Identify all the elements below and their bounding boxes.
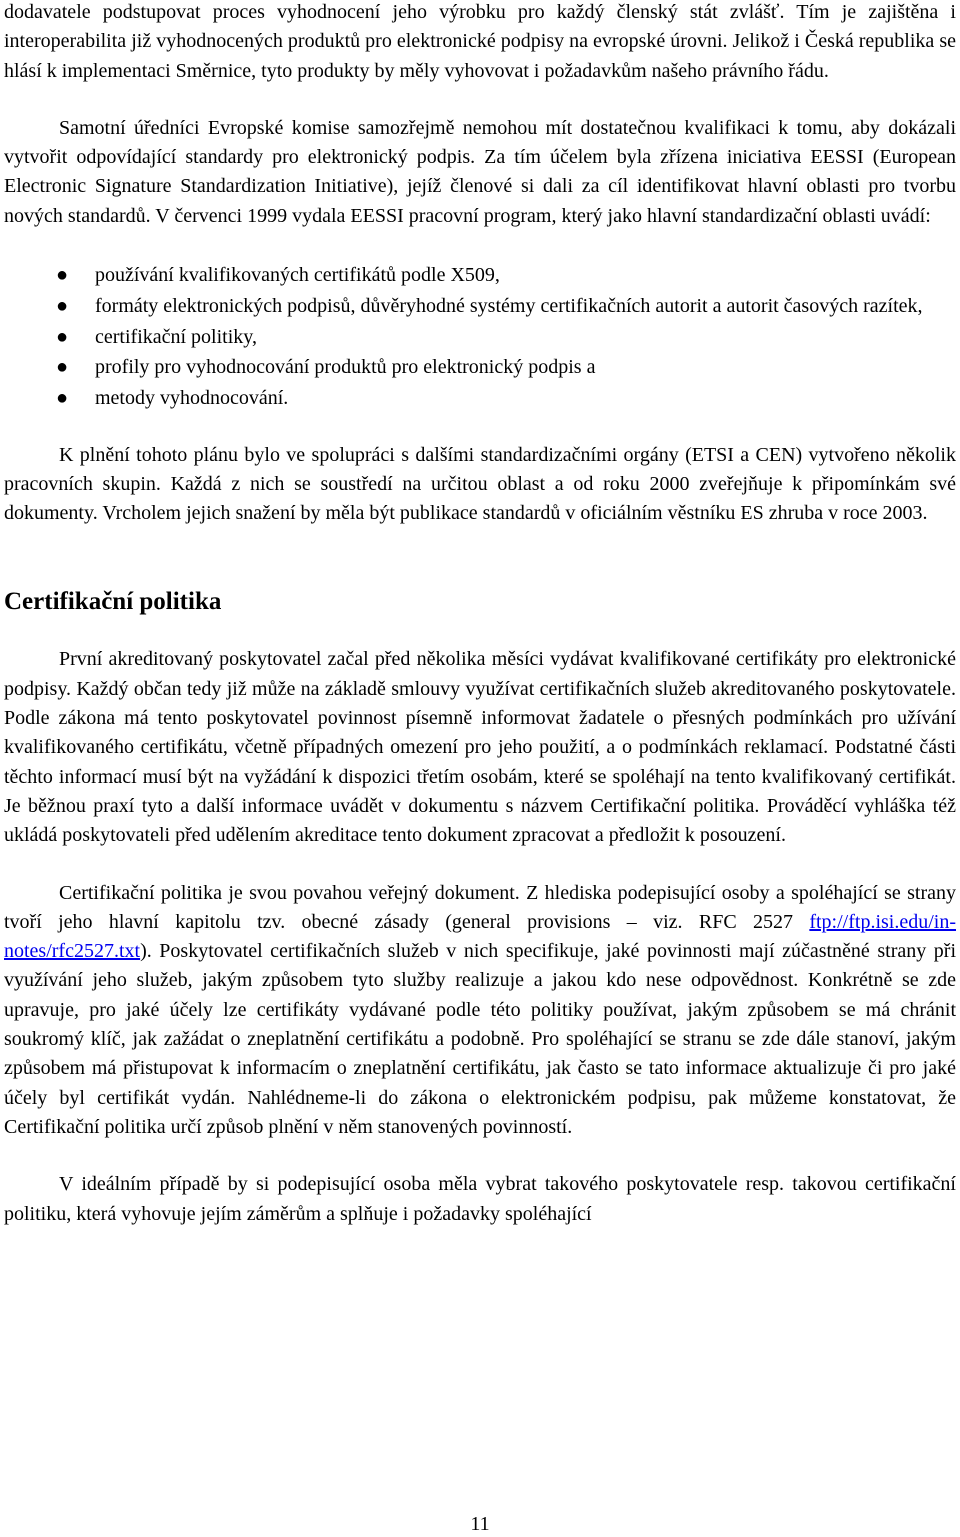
bullet-icon: ● [55,294,69,317]
paragraph-ideal: V ideálním případě by si podepisující osoba měla vybrat takového poskytovatele resp. takovou certifikační politiku, která vyhovuje jejím záměrům a splňuje i požadavky spoléhající [4,1173,956,1225]
paragraph-text: Certifikační politika je svou povahou veřejný dokument. Z hlediska podepisující osoby a spoléhající se strany tvoří jeho hlavní kapitolu tzv. obecné zásady (general provisions – viz. RFC 2527 [4,881,956,933]
list-item-text: metody vyhodnocování. [95,387,289,410]
paragraph-intro: dodavatele podstupovat proces vyhodnocení jeho výrobku pro každý členský stát zvlášť. Tím je zajištěna i interoperabilita již vyhodnocených produktů pro elektronické podpisy na evropské úrovni. Jelikož i Česká republika se hlásí k implementaci Směrnice, tyto produkty by měly vyhovovat i požadavkům našeho právního řádu. [4,1,956,82]
standardization-areas-list [4,261,956,413]
document-page [4,0,956,1229]
section-heading: Certifikační politika [4,588,222,616]
page-number: 11 [470,1513,490,1535]
list-item [4,323,956,352]
bullet-icon: ● [55,387,69,410]
list-item-text: formáty elektronických podpisů, důvěryhodné systémy certifikačních autorit a autorit časových razítek, [95,294,923,317]
paragraph-public-document [4,879,956,1143]
paragraph-eessi: Samotní úředníci Evropské komise samozřejmě nemohou mít dostatečnou kvalifikaci k tomu, aby dokázali vytvořit odpovídající standardy pro elektronický podpis. Za tím účelem byla zřízena iniciativa EESSI (European Electronic Signature Standardization Initiative), jejíž členové si dali za cíl identifikovat hlavní oblasti pro tvorbu nových standardů. V červenci 1999 vydala EESSI pracovní program, který jako hlavní standardizační oblasti uvádí: [4,116,956,227]
list-item [4,384,956,413]
paragraph-text: ). Poskytovatel certifikačních služeb v nich specifikuje, jaké povinnosti mají zúčastněné strany při využívání jeho služeb, jakým způsobem tyto služby realizuje a jakou kdo nese odpovědnost. Konkrétně se zde upravuje, pro jaké účely lze certifikáty vydávané podle této politiky používat, jakým způsobem se má chránit soukromý klíč, jak zažádat o zneplatnění certifikátu a podobně. Pro spoléhající se stranu se zde dále stanoví, jakým způsobem má přistupovat k informacím o zneplatnění certifikátu, jak často se tato informace aktualizuje či pro jaké účely byl certifikát vydán. Nahlédneme-li do zákona o elektronickém podpisu, pak můžeme konstatovat, že Certifikační politika určí způsob plnění v něm stanovených povinností. [4,940,956,1138]
paragraph-working-groups: K plnění tohoto plánu bylo ve spolupráci s dalšími standardizačními orgány (ETSI a CEN) vytvořeno několik pracovních skupin. Každá z nich se soustředí na určitou oblast a od roku 2000 zveřejňuje k připomínkám své dokumenty. Vrcholem jejich snažení by měla být publikace standardů v oficiálním věstníku ES zhruba v roce 2003. [4,443,956,525]
bullet-icon: ● [55,356,69,379]
paragraph-first-provider: První akreditovaný poskytovatel začal před několika měsíci vydávat kvalifikované certifikáty pro elektronické podpisy. Každý občan tedy již může na základě smlouvy využívat certifikačních služeb akreditovaného poskytovatele. Podle zákona má tento poskytovatel povinnost písemně informovat žadatele o přesných podmínkách pro užívání kvalifikovaného certifikátu, včetně případných omezení pro jeho použití, a o podmínkách reklamací. Podstatné části těchto informací musí být na vyžádání k dispozici třetím osobám, které se spoléhají na tento kvalifikovaný certifikát. Je běžnou praxí tyto a další informace uvádět v dokumentu s názvem Certifikační politika. Prováděcí vyhláška též ukládá poskytovateli před udělením akreditace tento dokument zpracovat a předložit k posouzení. [4,648,956,847]
list-item-text: certifikační politiky, [95,325,257,348]
list-item-text: používání kvalifikovaných certifikátů podle X509, [95,264,500,287]
rfc2527-link[interactable]: ftp://ftp.isi.edu/in-notes/rfc2527.txt [4,910,956,963]
list-item-text: profily pro vyhodnocování produktů pro elektronický podpis a [95,356,596,379]
bullet-icon: ● [55,264,69,287]
list-item [4,261,956,290]
list-item [4,292,956,321]
bullet-icon: ● [55,325,69,348]
list-item [4,353,956,382]
